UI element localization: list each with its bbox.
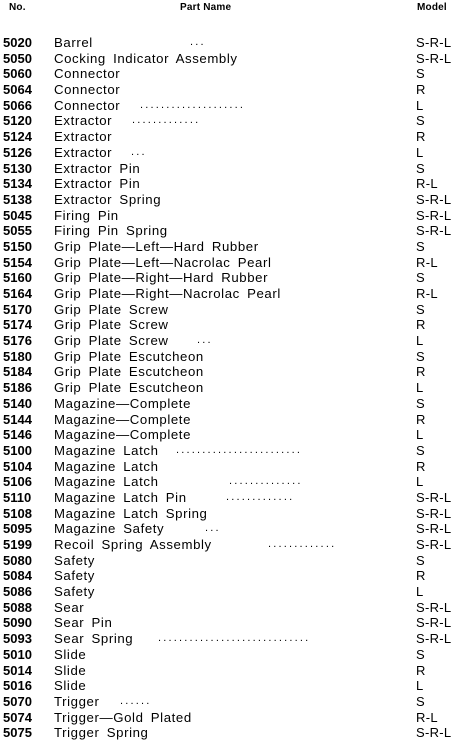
model-code: R (416, 411, 426, 427)
part-name: Slide (54, 662, 87, 678)
part-name: Trigger Spring (54, 725, 149, 741)
part-name: Magazine Latch (54, 442, 159, 458)
model-code: S-R-L (416, 489, 452, 505)
part-number: 5020 (3, 35, 32, 50)
model-code: S-R-L (416, 521, 452, 537)
dot-leader: .................... (140, 98, 246, 111)
part-name: Extractor Pin (54, 160, 141, 176)
dot-leader: ... (205, 522, 221, 535)
part-name: Magazine Safety (54, 521, 165, 537)
part-name: Trigger (54, 693, 100, 709)
part-name: Sear Spring (54, 631, 134, 647)
part-name: Grip Plate—Left—Nacrolac Pearl (54, 254, 272, 270)
part-number: 5010 (3, 646, 32, 662)
model-code: S-R-L (416, 50, 452, 66)
dot-leader: .............. (229, 475, 303, 488)
model-code: R (416, 662, 426, 678)
part-number: 5138 (3, 191, 32, 207)
model-code: S-R-L (416, 505, 452, 521)
dot-leader: ............................. (158, 632, 311, 645)
part-number: 5174 (3, 317, 32, 333)
part-name: Magazine Latch Spring (54, 505, 208, 521)
part-number: 5184 (3, 364, 32, 380)
model-code: R (416, 82, 426, 98)
table-row (0, 333, 462, 349)
part-name: Magazine Latch Pin (54, 489, 187, 505)
part-number: 5154 (3, 254, 32, 270)
part-name: Safety (54, 584, 95, 600)
table-row (0, 286, 462, 302)
part-number: 5070 (3, 693, 32, 709)
table-row (0, 553, 462, 569)
dot-leader: ...... (120, 694, 152, 707)
part-name: Firing Pin Spring (54, 223, 168, 239)
part-name: Sear (54, 599, 85, 615)
table-row (0, 459, 462, 475)
model-code: R (416, 129, 426, 145)
part-name: Grip Plate Escutcheon (54, 380, 204, 396)
part-number: 5014 (3, 662, 32, 678)
part-name: Extractor Spring (54, 191, 162, 207)
table-row (0, 302, 462, 318)
model-code: R (416, 568, 426, 584)
part-number: 5095 (3, 521, 32, 537)
model-code: S-R-L (416, 207, 452, 223)
table-row (0, 412, 462, 428)
model-code: L (416, 144, 424, 160)
part-name: Cocking Indicator Assembly (54, 50, 238, 66)
parts-table (0, 35, 462, 741)
part-name: Magazine—Complete (54, 427, 192, 443)
header-part-name: Part Name (180, 2, 232, 13)
table-row (0, 98, 462, 114)
model-code: R (416, 458, 426, 474)
model-code: S (416, 113, 425, 129)
part-number: 5134 (3, 176, 32, 192)
model-code: L (416, 380, 424, 396)
part-name: Grip Plate Screw (54, 301, 169, 317)
part-name: Grip Plate Escutcheon (54, 348, 204, 364)
part-number: 5060 (3, 66, 32, 82)
model-code: S (416, 238, 425, 254)
part-number: 5104 (3, 458, 32, 474)
table-row (0, 270, 462, 286)
part-number: 5120 (3, 113, 32, 129)
table-row (0, 192, 462, 208)
part-name: Slide (54, 678, 87, 694)
part-name: Barrel (54, 35, 93, 50)
model-code: S-R-L (416, 599, 452, 615)
part-name: Grip Plate—Right—Hard Rubber (54, 270, 269, 286)
part-name: Connector (54, 66, 121, 82)
part-number: 5090 (3, 615, 32, 631)
table-row (0, 725, 462, 741)
table-row (0, 239, 462, 255)
part-number: 5074 (3, 709, 32, 725)
part-name: Magazine—Complete (54, 395, 192, 411)
part-name: Grip Plate Screw (54, 333, 169, 349)
part-number: 5055 (3, 223, 32, 239)
part-number: 5110 (3, 489, 32, 505)
model-code: L (416, 427, 424, 443)
model-code: S-R-L (416, 537, 452, 552)
table-row (0, 537, 462, 553)
model-code: S-R-L (416, 223, 452, 239)
table-row (0, 443, 462, 459)
model-code: L (416, 678, 424, 694)
table-row (0, 129, 462, 145)
table-row (0, 317, 462, 333)
table-row (0, 176, 462, 192)
part-number: 5064 (3, 82, 32, 98)
table-row (0, 66, 462, 82)
table-row (0, 427, 462, 443)
header-model: Model (417, 2, 447, 13)
table-row (0, 35, 462, 51)
table-row (0, 600, 462, 616)
table-row (0, 694, 462, 710)
model-code: S (416, 301, 425, 317)
table-row (0, 710, 462, 726)
table-row (0, 631, 462, 647)
part-name: Magazine—Complete (54, 411, 192, 427)
dot-leader: ............. (268, 538, 337, 550)
model-code: S (416, 646, 425, 662)
model-code: R-L (416, 709, 438, 725)
model-code: R-L (416, 176, 438, 192)
part-name: Grip Plate—Left—Hard Rubber (54, 238, 259, 254)
table-row (0, 380, 462, 396)
model-code: S-R-L (416, 35, 452, 50)
part-number: 5050 (3, 50, 32, 66)
part-name: Trigger—Gold Plated (54, 709, 192, 725)
part-name: Grip Plate—Right—Nacrolac Pearl (54, 286, 281, 301)
model-code: L (416, 474, 424, 490)
part-number: 5164 (3, 286, 32, 301)
model-code: S (416, 270, 425, 286)
table-row (0, 161, 462, 177)
part-name: Sear Pin (54, 615, 113, 631)
model-code: S (416, 552, 425, 568)
model-code: L (416, 333, 424, 349)
model-code: S (416, 160, 425, 176)
table-row (0, 647, 462, 663)
part-number: 5176 (3, 333, 32, 349)
part-number: 5146 (3, 427, 32, 443)
part-number: 5186 (3, 380, 32, 396)
part-number: 5086 (3, 584, 32, 600)
part-name: Grip Plate Escutcheon (54, 364, 204, 380)
part-name: Connector (54, 97, 121, 113)
part-name: Extractor Pin (54, 176, 141, 192)
table-row (0, 223, 462, 239)
model-code: S-R-L (416, 631, 452, 647)
dot-leader: ............. (226, 490, 295, 503)
part-name: Safety (54, 568, 95, 584)
model-code: R-L (416, 254, 438, 270)
part-number: 5170 (3, 301, 32, 317)
part-number: 5016 (3, 678, 32, 694)
part-number: 5199 (3, 537, 32, 552)
part-number: 5124 (3, 129, 32, 145)
part-name: Extractor (54, 129, 113, 145)
model-code: S (416, 66, 425, 82)
part-name: Safety (54, 552, 95, 568)
model-code: S (416, 693, 425, 709)
table-row (0, 584, 462, 600)
model-code: R-L (416, 286, 438, 301)
table-row (0, 145, 462, 161)
dot-leader: ... (190, 36, 206, 48)
part-number: 5093 (3, 631, 32, 647)
model-code: S-R-L (416, 615, 452, 631)
part-name: Extractor (54, 144, 113, 160)
dot-leader: ............. (132, 114, 201, 127)
part-number: 5088 (3, 599, 32, 615)
table-row (0, 568, 462, 584)
table-row (0, 678, 462, 694)
model-code: S (416, 348, 425, 364)
table-row (0, 663, 462, 679)
part-name: Recoil Spring Assembly (54, 537, 212, 552)
table-row (0, 474, 462, 490)
table-row (0, 208, 462, 224)
part-number: 5080 (3, 552, 32, 568)
header-number: No. (9, 2, 26, 13)
table-row (0, 506, 462, 522)
part-name: Slide (54, 646, 87, 662)
table-row (0, 82, 462, 98)
part-name: Connector (54, 82, 121, 98)
table-row (0, 615, 462, 631)
part-name: Magazine Latch (54, 474, 159, 490)
model-code: S-R-L (416, 191, 452, 207)
table-row (0, 490, 462, 506)
table-row (0, 364, 462, 380)
part-number: 5066 (3, 97, 32, 113)
part-number: 5084 (3, 568, 32, 584)
model-code: L (416, 584, 424, 600)
part-number: 5106 (3, 474, 32, 490)
table-row (0, 51, 462, 67)
model-code: S (416, 442, 425, 458)
part-number: 5130 (3, 160, 32, 176)
part-number: 5150 (3, 238, 32, 254)
table-row (0, 113, 462, 129)
model-code: S (416, 395, 425, 411)
table-row (0, 521, 462, 537)
part-name: Extractor (54, 113, 113, 129)
model-code: R (416, 364, 426, 380)
model-code: S-R-L (416, 725, 452, 741)
table-row (0, 255, 462, 271)
model-code: L (416, 97, 424, 113)
part-number: 5126 (3, 144, 32, 160)
part-number: 5100 (3, 442, 32, 458)
model-code: R (416, 317, 426, 333)
part-number: 5045 (3, 207, 32, 223)
part-number: 5160 (3, 270, 32, 286)
part-number: 5180 (3, 348, 32, 364)
dot-leader: ........................ (176, 443, 303, 456)
table-row (0, 349, 462, 365)
dot-leader: ... (131, 145, 147, 158)
part-number: 5108 (3, 505, 32, 521)
table-row (0, 396, 462, 412)
part-name: Grip Plate Screw (54, 317, 169, 333)
part-number: 5144 (3, 411, 32, 427)
part-number: 5140 (3, 395, 32, 411)
dot-leader: ... (197, 334, 213, 347)
part-name: Magazine Latch (54, 458, 159, 474)
part-name: Firing Pin (54, 207, 119, 223)
part-number: 5075 (3, 725, 32, 741)
